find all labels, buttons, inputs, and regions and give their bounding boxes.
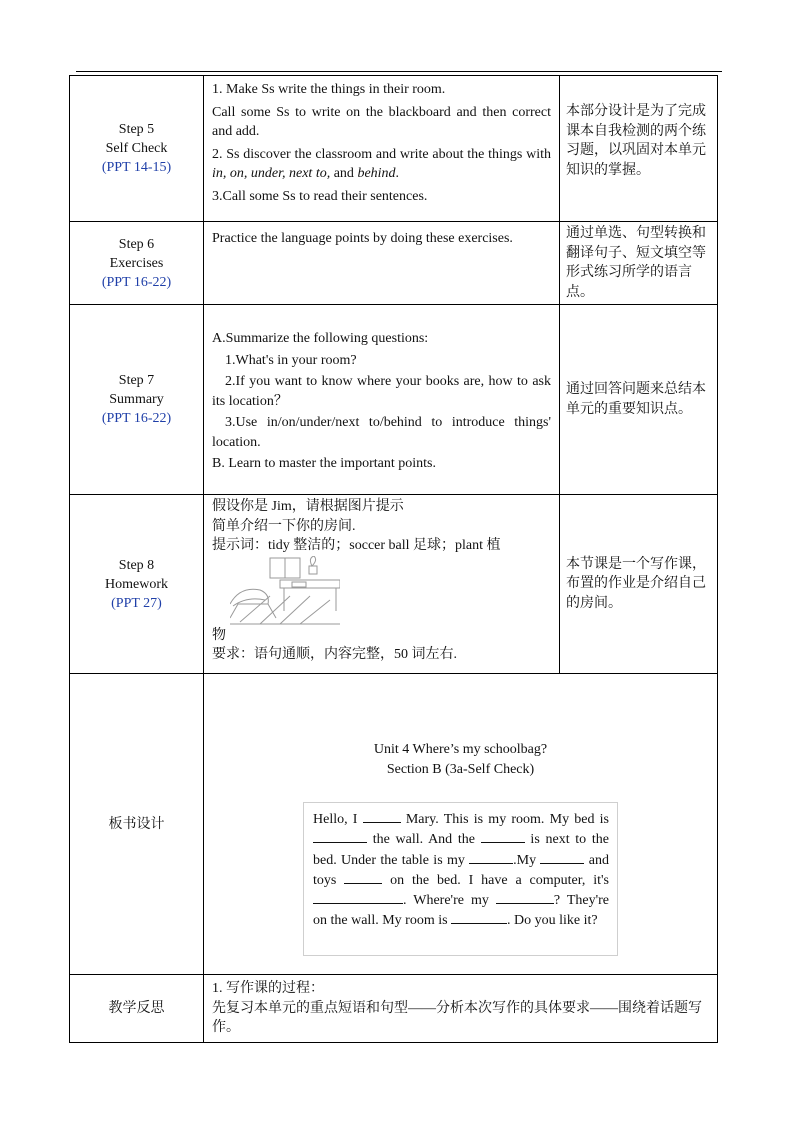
step-name: Exercises	[109, 255, 164, 271]
activity-line: 提示词：tidy 整洁的；soccer ball 足球；plant 植	[212, 538, 501, 553]
activity-line: 2.If you want to know where your books are, how to ask its location？	[212, 374, 551, 409]
step-cell	[70, 305, 204, 495]
reflection-label: 教学反思	[108, 1000, 165, 1016]
board-label: 板书设计	[108, 816, 165, 832]
reflection-label-cell	[70, 975, 204, 1043]
table-row	[70, 975, 718, 1043]
lesson-plan-table	[69, 75, 718, 1043]
blank	[313, 829, 367, 843]
step-number: Step 7	[118, 373, 155, 388]
purpose-cell	[560, 222, 718, 305]
activity-line: 1.What's in your room?	[225, 352, 357, 368]
step-cell	[70, 222, 204, 305]
activity-cell	[204, 222, 560, 305]
purpose-text: 本节课是一个写作课，布置的作业是介绍自己的房间。	[566, 556, 706, 611]
step-cell	[70, 495, 204, 674]
ppt-ref: (PPT 27)	[111, 595, 162, 611]
activity-cell	[204, 495, 560, 674]
step-name: Summary	[109, 392, 164, 407]
purpose-text: 通过回答问题来总结本单元的重要知识点。	[566, 382, 706, 417]
step-name: Self Check	[105, 141, 168, 156]
table-row	[70, 222, 718, 305]
purpose-text: 本部分设计是为了完成课本自我检测的两个练习题，以巩固对本单元知识的掌握。	[566, 104, 706, 178]
room-illustration	[230, 556, 340, 626]
ppt-ref: (PPT 16-22)	[101, 274, 172, 290]
table-row	[70, 674, 718, 975]
purpose-text: 通过单选、句型转换和翻译句子、短文填空等形式练习所学的语言点。	[566, 226, 706, 300]
board-title: Unit 4 Where’s my schoolbag?	[373, 742, 548, 757]
blank	[344, 870, 382, 884]
blank	[363, 809, 401, 823]
activity-line: 3.Call some Ss to read their sentences.	[212, 188, 428, 204]
activity-line: 物	[212, 627, 226, 643]
activity-line: 3.Use in/on/under/next to/behind to introduce things' location.	[212, 415, 551, 450]
activity-cell	[204, 305, 560, 495]
fill-in-passage: Hello, I Mary. This is my room. My bed is the wall. And the is next to the bed. Under the table is my .My and toys on the bed. I have a computer, it's . Where're my ? They're on the wall. My room is . Do you like it?	[303, 802, 618, 956]
purpose-cell	[560, 76, 718, 222]
reflection-line: 先复习本单元的重点短语和句型——分析本次写作的具体要求——围绕着话题写作。	[212, 1000, 702, 1035]
board-label-cell	[70, 674, 204, 975]
header-rule	[76, 71, 722, 72]
activity-line: 2. Ss discover the classroom and write about the things with in, on, under, next to, and behind.	[212, 146, 551, 181]
purpose-cell	[560, 495, 718, 674]
purpose-cell	[560, 305, 718, 495]
table-row	[70, 495, 718, 674]
activity-line: 1. Make Ss write the things in their room.	[212, 82, 446, 97]
reflection-line: 1. 写作课的过程：	[212, 981, 324, 996]
table-row	[70, 305, 718, 495]
activity-line: Practice the language points by doing these exercises.	[212, 231, 513, 246]
step-number: Step 6	[118, 236, 155, 252]
ppt-ref: (PPT 14-15)	[101, 160, 172, 175]
reflection-content-cell	[204, 975, 718, 1043]
room-sketch-icon	[230, 556, 340, 626]
blank	[496, 890, 554, 904]
table-row	[70, 76, 718, 222]
blank	[540, 850, 584, 864]
activity-cell	[204, 76, 560, 222]
blank	[313, 890, 403, 904]
activity-line: A.Summarize the following questions:	[212, 331, 429, 346]
blank	[481, 829, 525, 843]
activity-line: 简单介绍一下你的房间.	[212, 518, 356, 534]
board-content-cell	[204, 674, 718, 975]
step-number: Step 8	[118, 557, 155, 573]
step-name: Homework	[105, 576, 168, 592]
activity-line: B. Learn to master the important points.	[212, 456, 436, 471]
activity-line: 假设你是 Jim，请根据图片提示	[212, 499, 404, 514]
activity-line: 要求：语句通顺，内容完整，50 词左右.	[212, 647, 457, 662]
blank	[469, 850, 513, 864]
board-subtitle: Section B (3a-Self Check)	[386, 762, 535, 777]
step-number: Step 5	[118, 122, 155, 137]
ppt-ref: (PPT 16-22)	[101, 411, 172, 426]
activity-line: Call some Ss to write on the blackboard and then correct and add.	[212, 104, 551, 139]
step-cell	[70, 76, 204, 222]
blank	[451, 910, 507, 924]
